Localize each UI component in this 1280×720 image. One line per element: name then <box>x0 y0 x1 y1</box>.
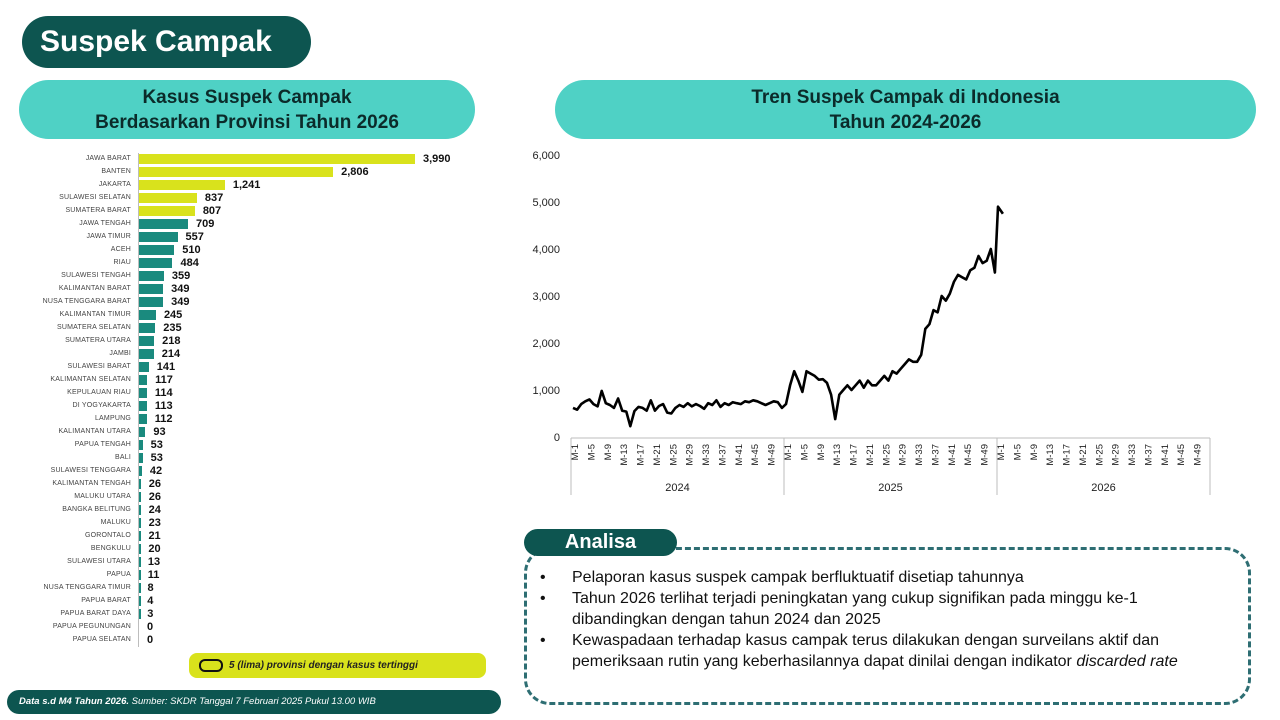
x-tick-label: M-45 <box>1176 444 1188 466</box>
x-tick-label: M-1 <box>570 444 581 461</box>
y-tick-label: 1,000 <box>532 385 560 397</box>
x-tick-label: M-29 <box>897 444 909 466</box>
x-tick-label: M-5 <box>586 444 598 461</box>
x-tick-label: M-25 <box>881 444 893 466</box>
bar-value-label: 359 <box>171 270 191 282</box>
bar <box>139 544 141 554</box>
bar-value-label: 709 <box>196 218 215 230</box>
bar-label: SUMATERA SELATAN <box>57 324 131 331</box>
bar-label: JAWA TIMUR <box>86 233 131 240</box>
x-tick-label: M-13 <box>1045 444 1057 466</box>
x-tick-label: M-25 <box>668 444 680 466</box>
bar-label: KALIMANTAN UTARA <box>58 428 131 435</box>
y-tick-label: 3,000 <box>532 291 560 303</box>
bar-value-label: 484 <box>180 257 199 269</box>
line-chart-title-line1: Tren Suspek Campak di Indonesia <box>751 86 1060 108</box>
x-tick-label: M-49 <box>979 444 991 466</box>
bar-value-label: 245 <box>163 309 183 321</box>
analisa-point-1: • Pelaporan kasus suspek campak berfluktuatif disetiap tahunnya <box>540 567 1230 588</box>
bar-label: NUSA TENGGARA TIMUR <box>43 584 131 591</box>
bar-value-label: 117 <box>155 374 173 386</box>
bar-value-label: 4 <box>147 595 154 607</box>
bar-value-label: 42 <box>149 465 163 477</box>
bar <box>139 258 172 268</box>
x-tick-label: M-9 <box>815 444 827 461</box>
bar-label: LAMPUNG <box>94 415 131 422</box>
bar-label: SUMATERA BARAT <box>65 207 131 214</box>
legend-text: 5 (lima) provinsi dengan kasus tertinggi <box>229 660 418 671</box>
trend-line-chart <box>520 140 1220 500</box>
analisa-point-3-italic: discarded rate <box>1076 653 1178 670</box>
line-chart-header <box>555 80 1256 139</box>
bar-label: GORONTALO <box>84 532 131 539</box>
bar <box>139 531 141 541</box>
bar-label: BENGKULU <box>90 545 131 552</box>
x-tick-label: M-49 <box>1192 444 1204 466</box>
bar-value-label: 349 <box>171 283 190 295</box>
page-title: Suspek Campak <box>22 16 311 68</box>
bar <box>139 271 164 281</box>
bar-chart-title-line1: Kasus Suspek Campak <box>142 86 352 108</box>
bar-value-label: 26 <box>148 478 162 490</box>
bar-value-label: 235 <box>163 322 182 334</box>
bar-label: SULAWESI UTARA <box>67 558 131 565</box>
bar <box>139 557 141 567</box>
bar <box>139 349 154 359</box>
bar <box>139 167 333 177</box>
bar-label: BANGKA BELITUNG <box>62 506 131 513</box>
x-tick-label: M-45 <box>963 444 975 466</box>
x-tick-label: M-25 <box>1094 444 1106 466</box>
x-tick-label: M-41 <box>946 444 958 466</box>
line-chart-title-line2: Tahun 2024-2026 <box>829 111 982 133</box>
bar <box>139 232 178 242</box>
bar-value-label: 53 <box>150 439 163 451</box>
bar <box>139 219 188 229</box>
bar-label: PAPUA TENGAH <box>74 441 131 448</box>
bar <box>139 427 145 437</box>
bar-label: BANTEN <box>101 168 131 175</box>
bar-label: MALUKU <box>100 519 131 526</box>
bar-label: KEPULAUAN RIAU <box>67 389 131 396</box>
bar-label: PAPUA BARAT DAYA <box>60 610 131 617</box>
y-tick-label: 5,000 <box>532 197 560 209</box>
bar <box>139 414 147 424</box>
x-tick-label: M-5 <box>799 444 811 461</box>
bar <box>139 570 141 580</box>
analisa-point-3 <box>540 630 1230 672</box>
bar-label: KALIMANTAN TIMUR <box>59 311 131 318</box>
footer-rest: Sumber: SKDR Tanggal 7 Februari 2025 Pukul 13.00 WIB <box>129 696 376 707</box>
bar-value-label: 807 <box>202 205 222 217</box>
x-tick-label: M-33 <box>701 444 713 466</box>
year-label: 2025 <box>878 482 903 494</box>
bar-value-label: 8 <box>147 582 154 594</box>
bar-chart-legend <box>189 653 486 678</box>
footer-source <box>7 690 501 714</box>
x-tick-label: M-37 <box>930 444 942 466</box>
bar-value-label: 141 <box>156 361 176 373</box>
bar-label: NUSA TENGGARA BARAT <box>42 298 131 305</box>
bar <box>139 180 225 190</box>
x-tick-label: M-33 <box>1127 444 1139 466</box>
bar <box>139 245 174 255</box>
bar-value-label: 11 <box>147 569 160 581</box>
bar <box>139 518 141 528</box>
trend-series-line <box>573 207 1003 427</box>
bar <box>139 375 147 385</box>
bar <box>139 206 195 216</box>
x-tick-label: M-17 <box>1061 444 1073 466</box>
analisa-list <box>540 567 1230 672</box>
bar <box>139 193 197 203</box>
bar-value-label: 3,990 <box>423 153 451 165</box>
bar <box>139 154 415 164</box>
bar-value-label: 510 <box>182 244 201 256</box>
x-tick-label: M-29 <box>684 444 696 466</box>
bar-value-label: 1,241 <box>232 179 261 191</box>
year-label: 2024 <box>665 482 690 494</box>
bar-value-label: 0 <box>147 634 154 646</box>
bar <box>139 388 147 398</box>
x-tick-label: M-13 <box>619 444 631 466</box>
y-tick-label: 4,000 <box>532 244 560 256</box>
bar-value-label: 0 <box>147 621 154 633</box>
footer-bold: Data s.d M4 Tahun 2026. <box>19 696 129 707</box>
bar-value-label: 349 <box>171 296 190 308</box>
x-tick-label: M-17 <box>635 444 647 466</box>
bar <box>139 609 141 619</box>
x-tick-label: M-41 <box>1159 444 1171 466</box>
bar <box>139 583 141 593</box>
bar <box>139 440 143 450</box>
bar-label: JAKARTA <box>98 181 131 188</box>
bar-label: JAWA BARAT <box>85 155 131 162</box>
bar-value-label: 24 <box>148 504 161 516</box>
x-tick-label: M-21 <box>864 444 876 466</box>
bar-label: MALUKU UTARA <box>74 493 131 500</box>
year-label: 2026 <box>1091 482 1116 494</box>
x-tick-label: M-41 <box>733 444 745 466</box>
bar <box>139 505 141 515</box>
bar-value-label: 214 <box>161 348 181 360</box>
bar-value-label: 114 <box>154 387 173 399</box>
bar-label: KALIMANTAN SELATAN <box>50 376 131 383</box>
bar-value-label: 21 <box>148 530 161 542</box>
x-tick-label: M-33 <box>914 444 926 466</box>
bar-value-label: 23 <box>148 517 161 529</box>
bar-label: JAMBI <box>109 350 131 357</box>
bar-value-label: 26 <box>148 491 162 503</box>
bar <box>139 596 141 606</box>
bar-label: SUMATERA UTARA <box>65 337 131 344</box>
bar-value-label: 13 <box>147 556 161 568</box>
bar-value-label: 53 <box>150 452 163 464</box>
bar <box>139 401 147 411</box>
highlight-ring-icon <box>199 659 223 672</box>
bar <box>139 284 163 294</box>
bar <box>139 336 154 346</box>
x-tick-label: M-9 <box>1028 444 1040 461</box>
y-tick-label: 0 <box>553 432 560 444</box>
x-tick-label: M-9 <box>602 444 614 461</box>
bar-chart-title-line2: Berdasarkan Provinsi Tahun 2026 <box>95 111 399 133</box>
bar-label: RIAU <box>113 259 131 266</box>
bar <box>139 310 156 320</box>
bar-label: PAPUA BARAT <box>81 597 131 604</box>
bar-label: PAPUA PEGUNUNGAN <box>52 623 131 630</box>
y-tick-label: 6,000 <box>532 150 560 162</box>
bar-value-label: 112 <box>154 413 173 425</box>
bar-label: PAPUA SELATAN <box>72 636 131 643</box>
bar-value-label: 837 <box>204 192 224 204</box>
bar <box>139 466 142 476</box>
bar-label: BALI <box>115 454 131 461</box>
x-tick-label: M-17 <box>848 444 860 466</box>
bar-label: JAWA TENGAH <box>79 220 131 227</box>
bar-value-label: 218 <box>162 335 181 347</box>
bar-value-label: 20 <box>148 543 161 555</box>
bar-label: KALIMANTAN TENGAH <box>52 480 131 487</box>
x-tick-label: M-29 <box>1110 444 1122 466</box>
bar-value-label: 113 <box>154 400 173 412</box>
bar <box>139 323 155 333</box>
x-tick-label: M-21 <box>651 444 663 466</box>
x-tick-label: M-5 <box>1012 444 1024 461</box>
x-tick-label: M-37 <box>1143 444 1155 466</box>
bar <box>139 492 141 502</box>
bar-label: SULAWESI SELATAN <box>59 194 131 201</box>
analisa-point-3-text: Kewaspadaan terhadap kasus campak terus dilakukan dengan surveilans aktif dan pemeriksaan rutin yang keberhasilannya dapat dinilai dengan indikator <box>572 632 1160 670</box>
x-tick-label: M-1 <box>783 444 794 461</box>
x-tick-label: M-1 <box>996 444 1007 461</box>
analisa-title: Analisa <box>524 529 677 556</box>
bar <box>139 453 143 463</box>
bar <box>139 297 163 307</box>
y-tick-label: 2,000 <box>532 338 560 350</box>
bar-label: SULAWESI BARAT <box>67 363 131 370</box>
bar-value-label: 2,806 <box>341 166 369 178</box>
bar-value-label: 93 <box>153 426 166 438</box>
bar-label: KALIMANTAN BARAT <box>58 285 131 292</box>
bar-label: SULAWESI TENGAH <box>61 272 131 279</box>
x-tick-label: M-45 <box>750 444 762 466</box>
bar-value-label: 557 <box>185 231 204 243</box>
bar-chart-header <box>19 80 475 139</box>
bar-label: SULAWESI TENGGARA <box>50 467 131 474</box>
bar-label: ACEH <box>110 246 131 253</box>
x-tick-label: M-37 <box>717 444 729 466</box>
x-tick-label: M-49 <box>766 444 778 466</box>
x-tick-label: M-13 <box>832 444 844 466</box>
bar-value-label: 3 <box>147 608 154 620</box>
bar-label: PAPUA <box>106 571 131 578</box>
x-tick-label: M-21 <box>1077 444 1089 466</box>
bar-chart-axis <box>138 153 139 647</box>
bar-label: DI YOGYAKARTA <box>72 402 131 409</box>
bar <box>139 362 149 372</box>
bar <box>139 479 141 489</box>
analisa-point-2: • Tahun 2026 terlihat terjadi peningkatan yang cukup signifikan pada minggu ke-1 dibandingkan dengan tahun 2024 dan 2025 <box>540 588 1230 630</box>
